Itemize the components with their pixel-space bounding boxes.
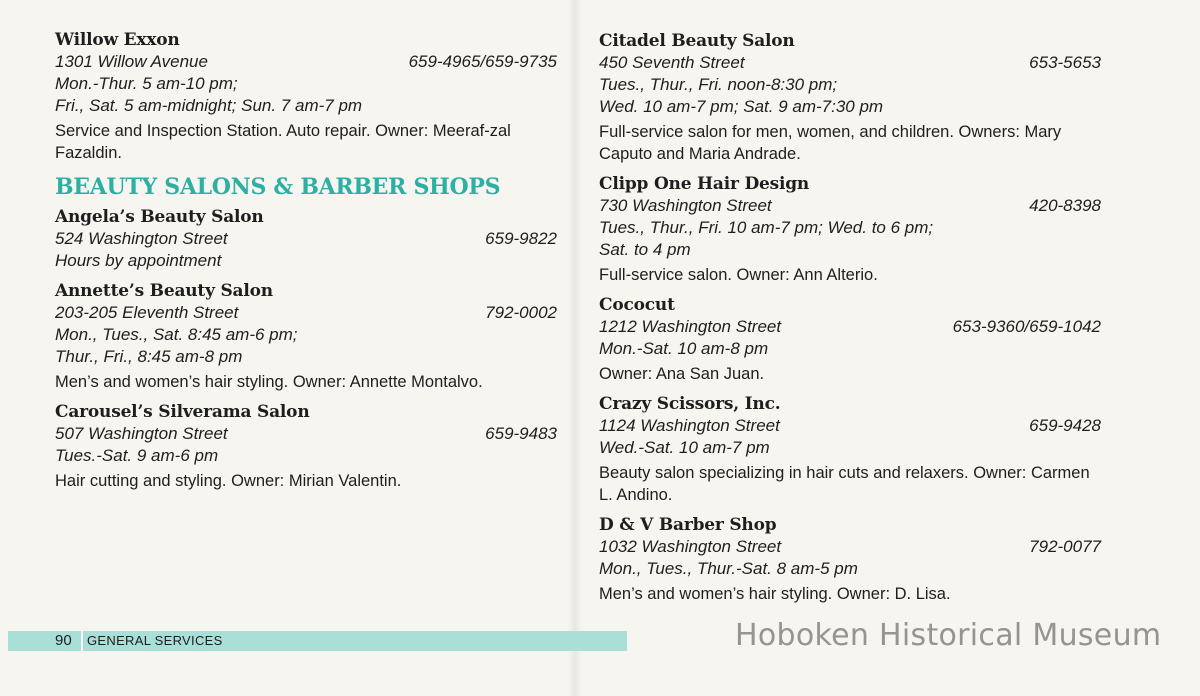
listing-description: Beauty salon specializing in hair cuts and relaxers. Owner: Carmen L. Andino.	[599, 464, 1090, 504]
listing-annettes-beauty-salon	[55, 281, 557, 393]
listing-address-row	[599, 415, 1101, 437]
listing-phone: 659-4965/659-9735	[408, 52, 557, 71]
listing-description: Hair cutting and styling. Owner: Mirian Valentin.	[55, 472, 402, 490]
listing-phone: 659-9483	[485, 424, 557, 443]
listing-phone: 659-9822	[485, 229, 557, 248]
listing-hours: Wed. 10 am-7 pm; Sat. 9 am-7:30 pm	[599, 97, 884, 116]
listing-phone: 659-9428	[1029, 416, 1101, 435]
listing-address-row	[599, 195, 1101, 217]
listing-hours: Sat. to 4 pm	[599, 240, 691, 259]
listing-phone: 792-0002	[485, 303, 557, 322]
listing-phone: 420-8398	[1029, 196, 1101, 215]
listing-hours: Tues.-Sat. 9 am-6 pm	[55, 446, 219, 465]
listing-phone: 653-9360/659-1042	[952, 317, 1101, 336]
listing-hours: Tues., Thur., Fri. noon-8:30 pm;	[599, 75, 838, 94]
page-fold	[568, 0, 582, 696]
right-column	[599, 31, 1101, 614]
listing-name: Crazy Scissors, Inc.	[599, 394, 781, 414]
listing-hours: Mon.-Thur. 5 am-10 pm;	[55, 74, 238, 93]
listing-address: 450 Seventh Street	[599, 53, 745, 72]
footer-section-label: GENERAL SERVICES	[87, 633, 223, 648]
listing-phone: 653-5653	[1029, 53, 1101, 72]
listing-willow-exxon	[55, 30, 557, 164]
listing-address: 524 Washington Street	[55, 229, 228, 248]
listing-hours: Wed.-Sat. 10 am-7 pm	[599, 438, 770, 457]
listing-name: Citadel Beauty Salon	[599, 31, 795, 51]
listing-angelas-beauty-salon	[55, 207, 557, 272]
listing-hours: Mon.-Sat. 10 am-8 pm	[599, 339, 769, 358]
listing-description: Full-service salon for men, women, and children. Owners: Mary Caputo and Maria Andrade.	[599, 123, 1062, 163]
listing-phone: 792-0077	[1029, 537, 1101, 556]
listing-address-row	[599, 536, 1101, 558]
listing-address-row	[599, 316, 1101, 338]
listing-name: Willow Exxon	[55, 30, 180, 50]
listing-clipp-one-hair-design	[599, 174, 1101, 286]
listing-address: 203-205 Eleventh Street	[55, 303, 239, 322]
listing-address-row	[55, 302, 557, 324]
listing-name: D & V Barber Shop	[599, 515, 777, 535]
listing-address: 1301 Willow Avenue	[55, 52, 208, 71]
listing-name: Angela’s Beauty Salon	[55, 207, 264, 227]
listing-crazy-scissors	[599, 394, 1101, 506]
listing-address: 507 Washington Street	[55, 424, 228, 443]
listing-description: Men’s and women’s hair styling. Owner: Annette Montalvo.	[55, 373, 483, 391]
listing-hours: Hours by appointment	[55, 251, 222, 270]
listing-name: Carousel’s Silverama Salon	[55, 402, 310, 422]
listing-hours: Tues., Thur., Fri. 10 am-7 pm; Wed. to 6 pm;	[599, 218, 934, 237]
listing-address-row	[55, 228, 557, 250]
listing-hours: Mon., Tues., Thur.-Sat. 8 am-5 pm	[599, 559, 858, 578]
listing-carousels-silverama-salon	[55, 402, 557, 492]
page-number: 90	[55, 632, 72, 649]
footer-divider	[81, 631, 83, 651]
listing-description: Full-service salon. Owner: Ann Alterio.	[599, 266, 878, 284]
listing-description: Service and Inspection Station. Auto repair. Owner: Meeraf-zal Fazaldin.	[55, 122, 511, 162]
listing-hours: Mon., Tues., Sat. 8:45 am-6 pm;	[55, 325, 298, 344]
listing-name: Cococut	[599, 295, 675, 315]
listing-citadel-beauty-salon	[599, 31, 1101, 165]
section-title: BEAUTY SALONS & BARBER SHOPS	[55, 174, 501, 200]
left-column	[55, 30, 557, 501]
listing-name: Annette’s Beauty Salon	[55, 281, 273, 301]
listing-address: 1032 Washington Street	[599, 537, 782, 556]
listing-address-row	[55, 423, 557, 445]
listing-d-and-v-barber-shop	[599, 515, 1101, 605]
listing-address: 730 Washington Street	[599, 196, 772, 215]
listing-description: Men’s and women’s hair styling. Owner: D. Lisa.	[599, 585, 951, 603]
listing-address: 1124 Washington Street	[599, 416, 780, 435]
listing-address-row	[55, 51, 557, 73]
listing-address: 1212 Washington Street	[599, 317, 782, 336]
listing-hours: Thur., Fri., 8:45 am-8 pm	[55, 347, 243, 366]
listing-address-row	[599, 52, 1101, 74]
listing-name: Clipp One Hair Design	[599, 174, 810, 194]
museum-watermark: Hoboken Historical Museum	[735, 618, 1162, 653]
listing-hours: Fri., Sat. 5 am-midnight; Sun. 7 am-7 pm	[55, 96, 363, 115]
listing-description: Owner: Ana San Juan.	[599, 365, 765, 383]
listing-cococut	[599, 295, 1101, 385]
